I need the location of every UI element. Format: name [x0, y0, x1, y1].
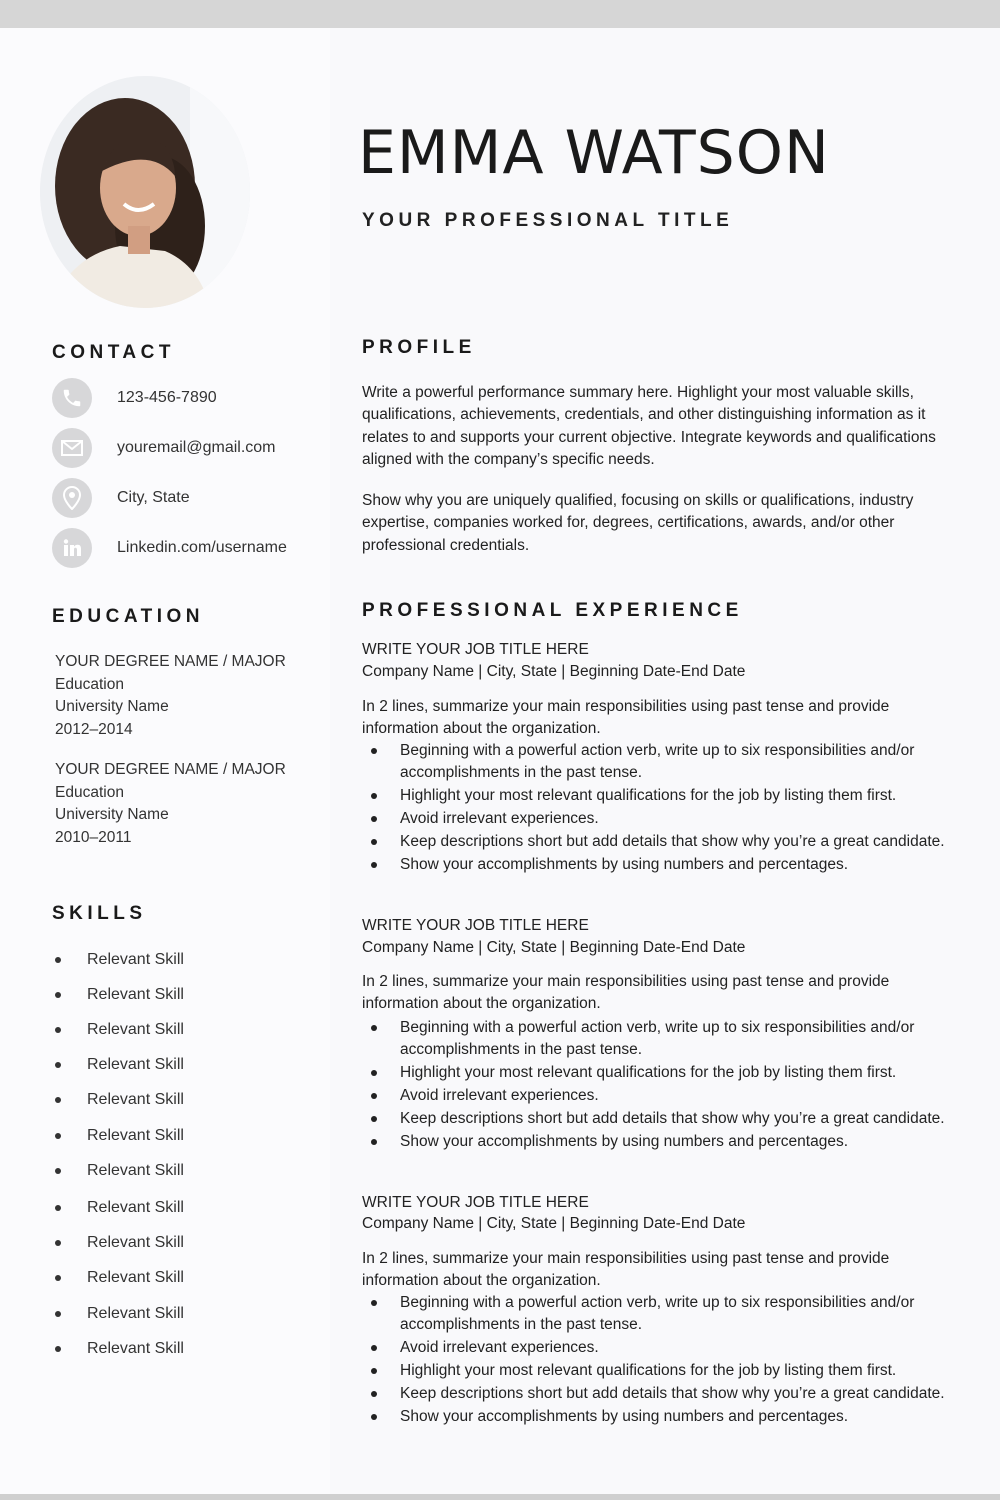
contact-linkedin [52, 528, 287, 568]
job-summary: In 2 lines, summarize your main responsibilities using past tense and provide information about the organization. [362, 698, 890, 738]
bullet-icon [55, 1275, 61, 1281]
job-company: Company Name | City, State | Beginning Date-End Date [362, 1215, 746, 1232]
bullet-icon [55, 1097, 61, 1103]
list-item: Keep descriptions short but add details that show why you’re a great candidate. [362, 1108, 962, 1130]
contact-heading: CONTACT [52, 342, 175, 363]
top-bar [0, 0, 1000, 28]
education-years: 2012–2014 [55, 720, 133, 738]
bullet-icon [55, 1133, 61, 1139]
envelope-icon [52, 428, 92, 468]
profile-heading: PROFILE [362, 337, 476, 358]
bullet-icon [55, 1346, 61, 1352]
list-item: Avoid irrelevant experiences. [362, 1337, 962, 1359]
list-item: Keep descriptions short but add details that show why you’re a great candidate. [362, 1383, 962, 1405]
list-item: Beginning with a powerful action verb, write up to six responsibilities and/or accomplishments in the past tense. [362, 1017, 962, 1060]
job-summary: In 2 lines, summarize your main responsibilities using past tense and provide information about the organization. [362, 973, 890, 1013]
linkedin-icon [52, 528, 92, 568]
job-summary: In 2 lines, summarize your main responsibilities using past tense and provide information about the organization. [362, 1250, 890, 1290]
bullet-icon [55, 1205, 61, 1211]
profile-paragraph: Write a powerful performance summary here. Highlight your most valuable skills, qualifications, achievements, credentials, and other distinguishing information as it relates to and supports your current objective. Integrate keywords and qualifications aligned with the company’s specific needs. [362, 384, 936, 468]
professional-title: YOUR PROFESSIONAL TITLE [362, 210, 734, 231]
skill-item: Relevant Skill [55, 951, 184, 969]
list-item: Highlight your most relevant qualifications for the job by listing them first. [362, 1062, 962, 1084]
skill-item: Relevant Skill [55, 1340, 184, 1358]
skill-item: Relevant Skill [55, 986, 184, 1004]
skill-item: Relevant Skill [55, 1056, 184, 1074]
skill-item: Relevant Skill [55, 1305, 184, 1323]
list-item: Keep descriptions short but add details that show why you’re a great candidate. [362, 831, 962, 853]
education-years: 2010–2011 [55, 828, 132, 846]
contact-email [52, 428, 276, 468]
list-item: Show your accomplishments by using numbers and percentages. [362, 1131, 962, 1153]
university-name: University Name [55, 698, 169, 715]
contact-location [52, 478, 190, 518]
degree-name: YOUR DEGREE NAME / MAJOR [55, 761, 286, 778]
job-company: Company Name | City, State | Beginning Date-End Date [362, 939, 746, 956]
contact-phone [52, 378, 217, 418]
person-name: EMMA WATSON [358, 118, 830, 188]
list-item: Avoid irrelevant experiences. [362, 1085, 962, 1107]
job-bullets [362, 1017, 962, 1154]
email-text: youremail@gmail.com [117, 439, 276, 456]
list-item: Highlight your most relevant qualifications for the job by listing them first. [362, 1360, 962, 1382]
degree-name: YOUR DEGREE NAME / MAJOR [55, 653, 286, 670]
list-item: Avoid irrelevant experiences. [362, 808, 962, 830]
bullet-icon [55, 992, 61, 998]
job-title: WRITE YOUR JOB TITLE HERE [362, 641, 589, 658]
skill-item: Relevant Skill [55, 1234, 184, 1252]
education-heading: EDUCATION [52, 606, 205, 627]
skill-item: Relevant Skill [55, 1199, 184, 1217]
location-text: City, State [117, 489, 190, 506]
profile-paragraph: Show why you are uniquely qualified, focusing on skills or qualifications, industry expertise, companies worked for, degrees, certifications, awards, and/or other professional credentials. [362, 492, 914, 554]
bullet-icon [55, 1027, 61, 1033]
job-company: Company Name | City, State | Beginning Date-End Date [362, 663, 746, 680]
list-item: Show your accomplishments by using numbers and percentages. [362, 854, 962, 876]
skill-item: Relevant Skill [55, 1162, 184, 1180]
bullet-icon [55, 957, 61, 963]
bullet-icon [55, 1311, 61, 1317]
list-item: Beginning with a powerful action verb, write up to six responsibilities and/or accomplishments in the past tense. [362, 1292, 962, 1335]
degree-field: Education [55, 783, 124, 801]
skill-item: Relevant Skill [55, 1091, 184, 1109]
education-entry [55, 651, 286, 741]
skill-item: Relevant Skill [55, 1021, 184, 1039]
skill-item: Relevant Skill [55, 1269, 184, 1287]
education-entry [55, 759, 286, 849]
job-bullets [362, 740, 962, 877]
bullet-icon [55, 1062, 61, 1068]
bullet-icon [55, 1168, 61, 1174]
bullet-icon [55, 1240, 61, 1246]
skills-heading: SKILLS [52, 903, 147, 924]
experience-heading: PROFESSIONAL EXPERIENCE [362, 600, 743, 621]
list-item: Highlight your most relevant qualifications for the job by listing them first. [362, 785, 962, 807]
phone-text: 123-456-7890 [117, 389, 217, 406]
job-title: WRITE YOUR JOB TITLE HERE [362, 1194, 589, 1211]
list-item: Show your accomplishments by using numbers and percentages. [362, 1406, 962, 1428]
skill-item: Relevant Skill [55, 1127, 184, 1145]
bottom-border [0, 1494, 1000, 1500]
job-bullets [362, 1292, 962, 1429]
degree-field: Education [55, 675, 124, 693]
profile-photo [40, 76, 250, 308]
job-title: WRITE YOUR JOB TITLE HERE [362, 917, 589, 934]
linkedin-text: Linkedin.com/username [117, 539, 287, 556]
list-item: Beginning with a powerful action verb, write up to six responsibilities and/or accomplishments in the past tense. [362, 740, 962, 783]
location-pin-icon [52, 478, 92, 518]
phone-icon [52, 378, 92, 418]
university-name: University Name [55, 806, 169, 823]
